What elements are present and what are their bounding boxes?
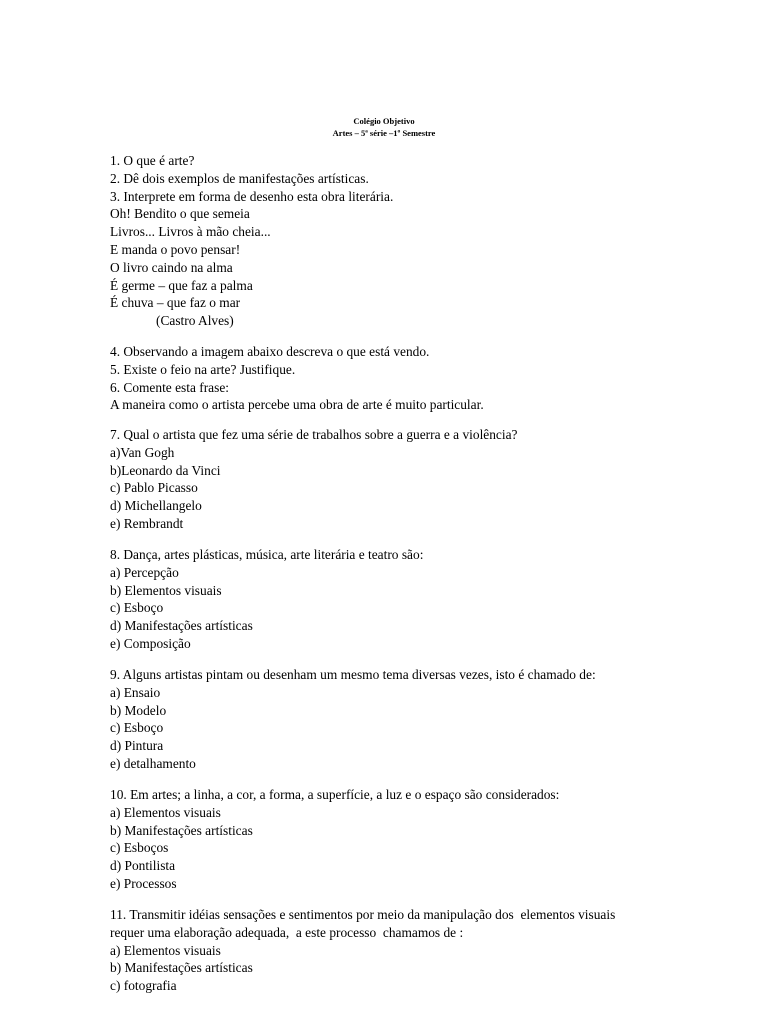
option: a) Percepção (110, 564, 179, 580)
poem-line: É chuva – que faz o mar (110, 295, 241, 311)
question-11-text: 11. Transmitir idéias sensações e sentimentos por meio da manipulação dos elementos visuais (110, 907, 616, 922)
option: e) Composição (110, 635, 191, 651)
option: a) Ensaio (110, 684, 161, 700)
option: e) detalhamento (110, 755, 196, 771)
option: d) Pintura (110, 738, 164, 754)
poem-line: Oh! Bendito o que semeia (110, 206, 250, 222)
question-6: 6. Comente esta frase: (110, 379, 229, 395)
poem-author: (Castro Alves) (156, 313, 234, 329)
question-9-text: 9. Alguns artistas pintam ou desenham um mesmo tema diversas vezes, isto é chamado de: (110, 667, 596, 682)
questions-4-6 (110, 343, 730, 414)
question-11-text-cont: requer uma elaboração adequada, a este processo chamamos de : (110, 924, 464, 940)
poem-line: É germe – que faz a palma (110, 277, 253, 293)
option: e) Processos (110, 875, 177, 891)
option: a) Elementos visuais (110, 804, 221, 820)
school-name: Colégio Objetivo (353, 116, 415, 126)
option: c) Esboços (110, 840, 169, 856)
question-10-text: 10. Em artes; a linha, a cor, a forma, a superfície, a luz e o espaço são considerados: (110, 787, 560, 802)
option: c) fotografia (110, 978, 177, 994)
option: d) Pontilista (110, 858, 176, 874)
question-9 (110, 666, 730, 773)
poem-line: Livros... Livros à mão cheia... (110, 224, 271, 240)
questions-1-3 (110, 152, 730, 330)
question-8-text: 8. Dança, artes plásticas, música, arte literária e teatro são: (110, 547, 424, 562)
option: e) Rembrandt (110, 515, 184, 531)
option: b) Manifestações artísticas (110, 822, 253, 838)
question-3: 3. Interprete em forma de desenho esta obra literária. (110, 188, 394, 204)
option: c) Pablo Picasso (110, 480, 198, 496)
course-subtitle: Artes – 5ª série –1º Semestre (332, 128, 436, 138)
option: b) Modelo (110, 702, 167, 718)
option: c) Esboço (110, 600, 164, 616)
question-2: 2. Dê dois exemplos de manifestações artísticas. (110, 170, 369, 186)
poem-line: E manda o povo pensar! (110, 241, 241, 257)
poem-line: O livro caindo na alma (110, 259, 233, 275)
question-10 (110, 786, 730, 893)
option: d) Manifestações artísticas (110, 618, 253, 634)
question-8 (110, 546, 730, 653)
option: d) Michellangelo (110, 498, 202, 514)
question-7-text: 7. Qual o artista que fez uma série de trabalhos sobre a guerra e a violência? (110, 427, 518, 442)
option: b) Manifestações artísticas (110, 960, 253, 976)
question-11 (110, 906, 730, 995)
option: b) Elementos visuais (110, 582, 222, 598)
question-4: 4. Observando a imagem abaixo descreva o que está vendo. (110, 344, 430, 359)
question-1: 1. O que é arte? (110, 153, 195, 168)
option: b)Leonardo da Vinci (110, 462, 221, 478)
option: a) Elementos visuais (110, 942, 221, 958)
question-7 (110, 426, 730, 533)
question-5: 5. Existe o feio na arte? Justifique. (110, 361, 296, 377)
option: c) Esboço (110, 720, 164, 736)
option: a)Van Gogh (110, 444, 175, 460)
quote-line: A maneira como o artista percebe uma obra de arte é muito particular. (110, 397, 484, 413)
